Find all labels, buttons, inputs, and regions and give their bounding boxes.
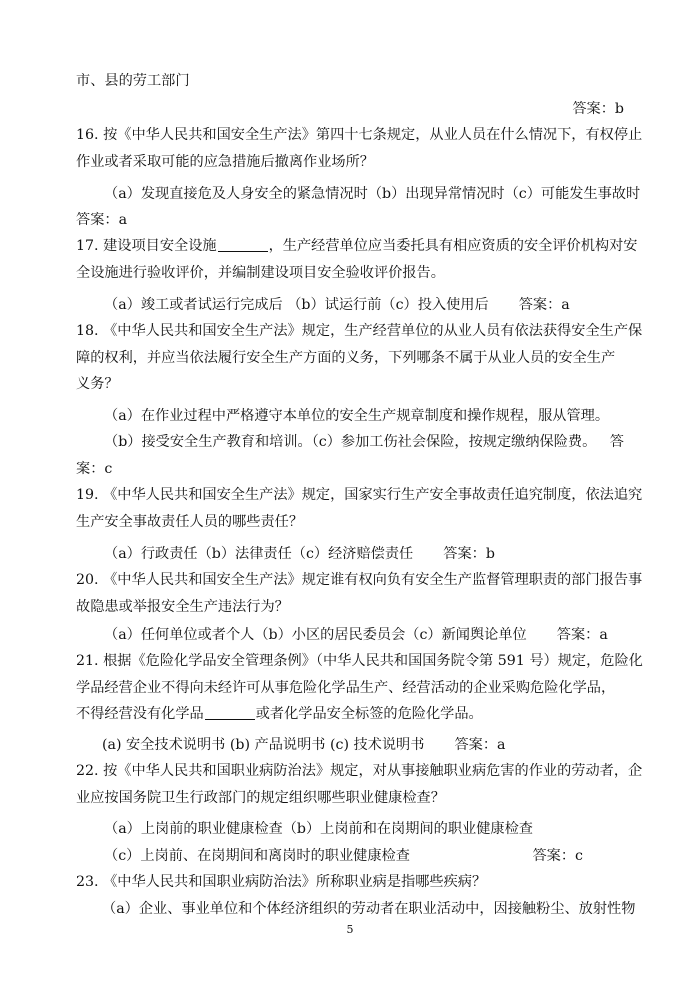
- options-line: （c）上岗前、在岗期间和离岗时的职业健康检查: [104, 848, 410, 864]
- text-line: 业应按国务院卫生行政部门的规定组织哪些职业健康检查？: [76, 790, 445, 806]
- text-line: 作业或者采取可能的应急措施后撤离作业场所？: [76, 154, 374, 170]
- text-line: [76, 704, 483, 724]
- options-line: （a）发现直接危及人身安全的紧急情况时（b）出现异常情况时（c）可能发生事故时: [104, 186, 641, 202]
- question-17: [76, 236, 637, 256]
- page-number: 5: [346, 923, 354, 936]
- options-line: （b）接受安全生产教育和培训。（c）参加工伤社会保险，按规定缴纳保险费。: [104, 434, 597, 450]
- text-line: 义务？: [76, 376, 119, 392]
- text-line: 障的权利，并应当依法履行安全生产方面的义务，下列哪条不属于从业人员的安全生产: [76, 350, 616, 366]
- answer-text: 答案：a: [454, 737, 506, 753]
- options-text: (a) 安全技术说明书 (b) 产品说明书 (c) 技术说明书: [102, 737, 425, 753]
- text-line: 生产安全事故责任人员的哪些责任？: [76, 514, 304, 530]
- options-line: （a）上岗前的职业健康检查（b）上岗前和在岗期间的职业健康检查: [104, 821, 533, 837]
- answer-line: 答案：b: [572, 101, 624, 117]
- question-22: 22. 按《中华人民共和国职业病防治法》规定，对从事接触职业病危害的作业的劳动者，企: [76, 763, 643, 779]
- fill-blank: [205, 705, 255, 720]
- text-line: 市、县的劳工部门: [76, 73, 190, 89]
- options-line: [102, 735, 505, 755]
- options-line: （a）企业、事业单位和个体经济组织的劳动者在职业活动中，因接触粉尘、放射性物: [102, 901, 636, 917]
- text-segment: 17. 建设项目安全设施: [76, 238, 217, 254]
- options-line: （a）在作业过程中严格遵守本单位的安全生产规章制度和操作规程，服从管理。: [104, 408, 610, 424]
- options-text: （a）行政责任（b）法律责任（c）经济赔偿责任: [104, 546, 414, 562]
- text-line: 学品经营企业不得向未经许可从事危险化学品生产、经营活动的企业采购危险化学品，: [76, 680, 616, 696]
- answer-text: 答案：b: [443, 546, 495, 562]
- text-line: 故隐患或举报安全生产违法行为？: [76, 599, 289, 615]
- answer-line: 答案：a: [76, 212, 128, 228]
- question-16: 16. 按《中华人民共和国安全生产法》第四十七条规定，从业人员在什么情况下，有权停止: [76, 127, 643, 143]
- fill-blank: [218, 237, 268, 252]
- question-23: 23. 《中华人民共和国职业病防治法》所称职业病是指哪些疾病？: [76, 874, 487, 890]
- options-line: [104, 544, 495, 564]
- question-20: 20. 《中华人民共和国安全生产法》规定谁有权向负有安全生产监督管理职责的部门报告事: [76, 572, 643, 588]
- text-segment: 不得经营没有化学品: [76, 706, 204, 722]
- options-text: （a）竣工或者试运行完成后 （b）试运行前（c）投入使用后: [104, 297, 489, 313]
- text-line: 全设施进行验收评价，并编制建设项目安全验收评价报告。: [76, 265, 445, 281]
- answer-text: 答案：c: [532, 848, 583, 864]
- answer-line: 案：c: [76, 461, 113, 477]
- question-21: 21. 根据《危险化学品安全管理条例》（中华人民共和国国务院令第 591 号）规定，危险化: [76, 653, 643, 669]
- question-19: 19. 《中华人民共和国安全生产法》规定，国家实行生产安全事故责任追究制度，依法追究: [76, 487, 643, 503]
- options-line: [104, 625, 608, 645]
- options-line: [104, 295, 570, 315]
- options-text: （a）任何单位或者个人（b）小区的居民委员会（c）新闻舆论单位: [104, 627, 527, 643]
- answer-text: 答案：a: [556, 627, 608, 643]
- question-18: 18. 《中华人民共和国安全生产法》规定，生产经营单位的从业人员有依法获得安全生产保: [76, 323, 643, 339]
- text-segment: ，生产经营单位应当委托具有相应资质的安全评价机构对安: [268, 238, 638, 254]
- answer-text: 答: [609, 434, 624, 450]
- text-segment: 或者化学品安全标签的危险化学品。: [255, 706, 483, 722]
- answer-text: 答案：a: [518, 297, 570, 313]
